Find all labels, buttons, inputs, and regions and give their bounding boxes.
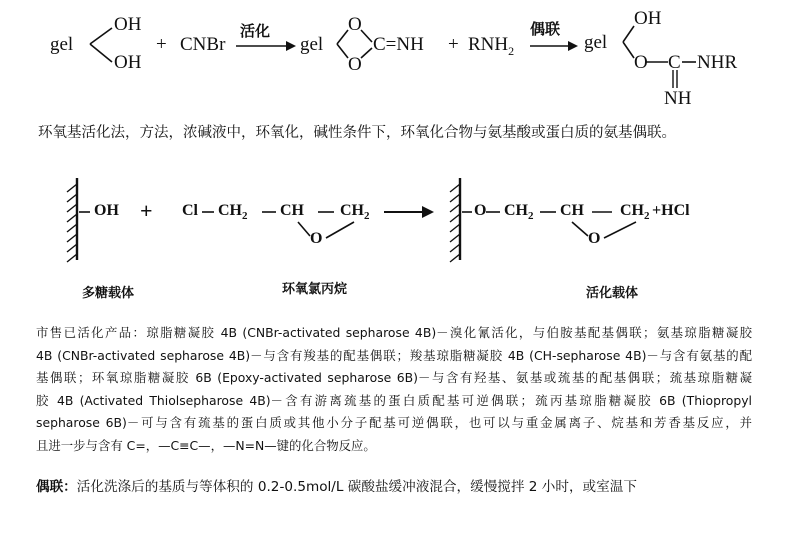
amine-label: $RNH_2$ — [468, 34, 515, 58]
product-nhr: NHR — [697, 52, 738, 73]
arrow-label-coupling: 偶联 — [530, 20, 561, 38]
epoxy-activation-caption: 环氧基活化法，方法，浓碱液中，环氧化，碱性条件下，环氧化合物与氨基酸或蛋白质的氨基偶联。 — [38, 125, 676, 141]
plus-sign-2: + — [448, 34, 459, 55]
gel-label-2: gel — [300, 34, 324, 55]
product-carbon: C — [668, 52, 681, 73]
plus-sign: + — [156, 34, 167, 55]
imino-carbon: C=NH — [373, 34, 424, 55]
product-nh: NH — [664, 88, 692, 109]
hydroxyl-top: OH — [114, 14, 142, 35]
product-ch2-d: $CH_2$ — [620, 202, 650, 223]
hcl-byproduct: +HCl — [652, 202, 690, 219]
label-epichlorohydrin: 环氧氯丙烷 — [282, 282, 348, 297]
gel-label-3: gel — [584, 32, 608, 53]
epoxide-oxygen: O — [310, 230, 323, 247]
product-ether-oxygen: O — [474, 202, 487, 219]
label-polysaccharide-carrier: 多糖载体 — [82, 286, 135, 301]
paragraph-line-6: 且进一步与含有 C=，—C≡C—，—N=N—键的化合物反应。 — [36, 437, 376, 453]
coupling-text: 活化洗涤后的基质与等体积的 0.2-0.5mol/L 碳酸盐缓冲液混合，缓慢搅拌 2 小时，或室温下 — [76, 479, 637, 495]
hydroxyl-group: OH — [94, 202, 119, 219]
cnbr-label: CNBr — [180, 34, 226, 55]
paragraph-line-3: 基偶联；环氧琼脂糖凝胶 6B (Epoxy-activated sepharose 6B)－与含有羟基、氨基或巯基的配基偶联；巯基琼脂糖凝 — [36, 370, 752, 385]
ech-ch2-b: $CH_2$ — [340, 202, 370, 223]
paragraph-line-2: 4B (CNBr-activated sepharose 4B)－与含有羧基的配基偶联；羧基琼脂糖凝胶 4B (CH-sepharose 4B)－与含有氨基的配 — [36, 347, 752, 363]
product-epoxide-oxygen: O — [588, 230, 601, 247]
label-activated-carrier: 活化载体 — [586, 286, 639, 301]
arrow-label-activation: 活化 — [240, 22, 271, 40]
paragraph-line-1: 市售已活化产品：琼脂糖凝胶 4B (CNBr-activated sepharose 4B)－溴化氰活化，与伯胺基配基偶联；氨基琼脂糖凝胶 — [36, 325, 752, 340]
gel-label: gel — [50, 34, 74, 55]
ech-ch2-a: $CH_2$ — [218, 202, 248, 223]
coupling-section — [36, 475, 756, 495]
coupling-heading: 偶联： — [36, 479, 77, 495]
product-oxygen: O — [634, 52, 648, 73]
reaction-scheme-cnbr — [0, 0, 800, 112]
chlorine: Cl — [182, 202, 198, 219]
ring-oxygen-top: O — [348, 14, 362, 35]
product-hydroxyl: OH — [634, 8, 662, 29]
ring-oxygen-bottom: O — [348, 54, 362, 75]
plus-sign-3: + — [140, 198, 153, 223]
paragraph-line-5: sepharose 6B)－可与含有巯基的蛋白质或其他小分子配基可逆偶联，也可以与重金属离子、烷基和芳香基反应，并 — [36, 415, 752, 430]
paragraph-line-4: 胶 4B (Activated Thiolsepharose 4B)－含有游离巯基的蛋白质配基可逆偶联；巯丙基琼脂糖凝胶 6B (Thiopropyl — [36, 392, 752, 408]
product-ch: CH — [560, 202, 584, 219]
product-ch2-c: $CH_2$ — [504, 202, 534, 223]
ech-ch: CH — [280, 202, 304, 219]
hydroxyl-bottom: OH — [114, 52, 142, 73]
commercial-products-paragraph — [36, 322, 752, 457]
reaction-scheme-epoxy — [0, 160, 800, 310]
